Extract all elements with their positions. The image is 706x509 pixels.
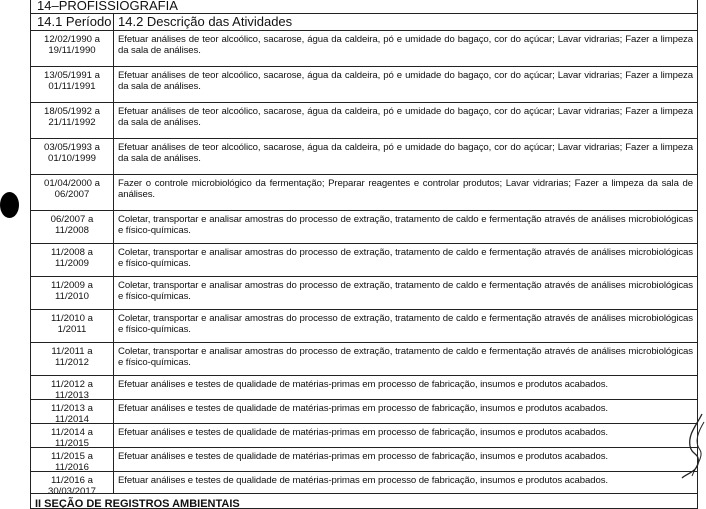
header-description: 14.2 Descrição das Atividades [118,14,293,29]
section-title: 14–PROFISSIOGRAFIA [31,0,697,14]
table-row [31,448,697,472]
description-cell: Efetuar análises e testes de qualidade de matérias-primas em processo de fabricação, insumos e produtos acabados. [118,451,608,462]
signature-mark [678,412,706,480]
period-cell: 11/2013 a 11/2014 [31,400,114,423]
table-row [31,472,697,494]
description-cell: Efetuar análises de teor alcoólico, sacarose, água da caldeira, pó e umidade do bagaço, cor do açúcar; Lavar vidrarias; Fazer a limpeza da sala de análises. [118,34,693,56]
table-row [31,67,697,103]
table-row [31,277,697,310]
period-cell: 11/2008 a 11/2009 [31,244,114,276]
table-row [31,400,697,424]
header-period: 14.1 Período [31,14,114,30]
punch-hole [0,192,19,218]
table-row [31,244,697,277]
table-row [31,175,697,211]
description-cell: Coletar, transportar e analisar amostras do processo de extração, tratamento de caldo e fermentação através de análises microbiológicas e físico-químicas. [118,280,693,302]
period-cell: 12/02/1990 a 19/11/1990 [31,31,114,66]
next-section-title: II SEÇÃO DE REGISTROS AMBIENTAIS [35,498,240,508]
description-cell: Efetuar análises e testes de qualidade de matérias-primas em processo de fabricação, insumos e produtos acabados. [118,379,608,390]
description-cell: Efetuar análises e testes de qualidade de matérias-primas em processo de fabricação, insumos e produtos acabados. [118,475,608,486]
description-cell: Efetuar análises de teor alcoólico, sacarose, água da caldeira, pó e umidade do bagaço, cor do açúcar; Lavar vidrarias; Fazer a limpeza da sala de análises. [118,142,693,164]
description-cell: Coletar, transportar e analisar amostras do processo de extração, tratamento de caldo e fermentação através de análises microbiológicas e físico-químicas. [118,247,693,269]
description-cell: Fazer o controle microbiológico da fermentação; Preparar reagentes e controlar produtos; Lavar vidrarias; Fazer a limpeza da sala de análises. [118,178,693,200]
description-cell: Efetuar análises e testes de qualidade de matérias-primas em processo de fabricação, insumos e produtos acabados. [118,403,608,414]
period-cell: 11/2016 a 30/03/2017 [31,472,114,493]
description-cell: Coletar, transportar e analisar amostras do processo de extração, tratamento de caldo e fermentação através de análises microbiológicas e físico-químicas. [118,346,693,368]
description-cell: Efetuar análises e testes de qualidade de matérias-primas em processo de fabricação, insumos e produtos acabados. [118,427,608,438]
table-row [31,31,697,67]
description-cell: Efetuar análises de teor alcoólico, sacarose, água da caldeira, pó e umidade do bagaço, cor do açúcar; Lavar vidrarias; Fazer a limpeza da sala de análises. [118,70,693,92]
period-cell: 03/05/1993 a 01/10/1999 [31,139,114,174]
table-row [31,424,697,448]
period-cell: 11/2014 a 11/2015 [31,424,114,447]
table-row [31,310,697,343]
period-cell: 11/2010 a 1/2011 [31,310,114,342]
period-cell: 11/2009 a 11/2010 [31,277,114,309]
table-row [31,103,697,139]
period-cell: 18/05/1992 a 21/11/1992 [31,103,114,138]
table-row [31,376,697,400]
period-cell: 06/2007 a 11/2008 [31,211,114,243]
table-row [31,343,697,376]
description-cell: Coletar, transportar e analisar amostras do processo de extração, tratamento de caldo e fermentação através de análises microbiológicas e físico-químicas. [118,313,693,335]
period-cell: 11/2012 a 11/2013 [31,376,114,399]
period-cell: 11/2011 a 11/2012 [31,343,114,375]
description-cell: Efetuar análises de teor alcoólico, sacarose, água da caldeira, pó e umidade do bagaço, cor do açúcar; Lavar vidrarias; Fazer a limpeza da sala de análises. [118,106,693,128]
period-cell: 13/05/1991 a 01/11/1991 [31,67,114,102]
description-cell: Coletar, transportar e analisar amostras do processo de extração, tratamento de caldo e fermentação através de análises microbiológicas e físico-químicas. [118,214,693,236]
period-cell: 11/2015 a 11/2016 [31,448,114,471]
table-row [31,139,697,175]
table-row [31,211,697,244]
profissiografia-form [30,0,698,509]
period-cell: 01/04/2000 a 06/2007 [31,175,114,210]
table-header [31,14,697,31]
